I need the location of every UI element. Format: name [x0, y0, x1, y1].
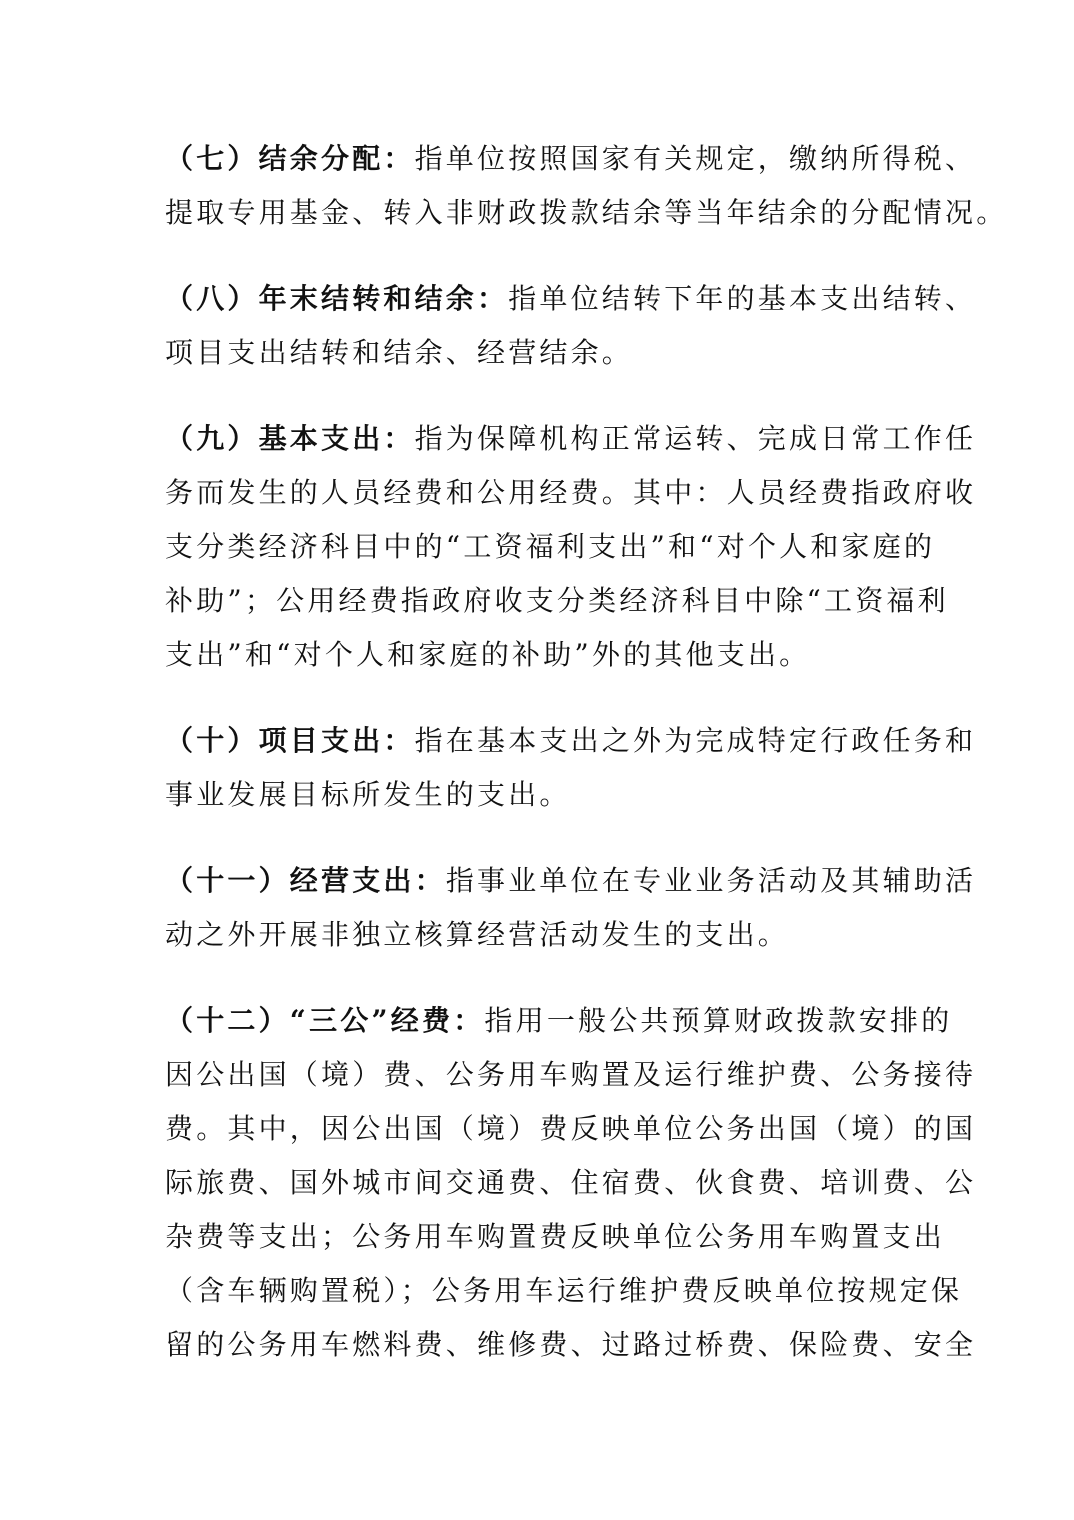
definition-text: 指单位按照国家有关规定，缴纳所得税、: [414, 142, 977, 175]
text-line: 提取专用基金、转入非财政拨款结余等当年结余的分配情况。: [165, 196, 1008, 229]
term-heading: （九）基本支出：: [165, 422, 415, 455]
definition-text: 指事业单位在专业业务活动及其辅助活: [445, 864, 977, 897]
paragraph-10: [165, 714, 977, 822]
definition-text: 指在基本支出之外为完成特定行政任务和: [414, 724, 977, 757]
text-line: 际旅费、国外城市间交通费、住宿费、伙食费、培训费、公: [165, 1166, 977, 1199]
paragraph-12: [165, 994, 977, 1372]
text-line: 事业发展目标所发生的支出。: [165, 778, 571, 811]
paragraph-8: [165, 272, 977, 380]
text-line: 因公出国（境）费、公务用车购置及运行维护费、公务接待: [165, 1058, 977, 1091]
text-line: 杂费等支出；公务用车购置费反映单位公务用车购置支出: [165, 1220, 946, 1253]
text-line: 费。其中，因公出国（境）费反映单位公务出国（境）的国: [165, 1112, 977, 1145]
text-line: 项目支出结转和结余、经营结余。: [165, 336, 634, 369]
text-line: 支分类经济科目中的“工资福利支出”和“对个人和家庭的: [165, 530, 936, 563]
term-heading: （七）结余分配：: [165, 142, 415, 175]
text-line: 务而发生的人员经费和公用经费。其中：人员经费指政府收: [165, 476, 977, 509]
paragraph-first-line: [165, 412, 977, 466]
paragraph-first-line: [165, 272, 977, 326]
paragraph-first-line: [165, 714, 977, 768]
paragraph-first-line: [165, 132, 977, 186]
term-heading: （十）项目支出：: [165, 724, 415, 757]
definition-text: 指用一般公共预算财政拨款安排的: [484, 1004, 953, 1037]
text-line: 补助”；公用经费指政府收支分类经济科目中除“工资福利: [165, 584, 949, 617]
paragraph-11: [165, 854, 977, 962]
paragraph-first-line: [165, 854, 977, 908]
text-line: （含车辆购置税）；公务用车运行维护费反映单位按规定保: [165, 1274, 963, 1307]
paragraph-7: [165, 132, 1008, 240]
term-heading: （八）年末结转和结余：: [165, 282, 509, 315]
term-heading: （十二）“三公”经费：: [165, 1004, 485, 1037]
paragraph-first-line: [165, 994, 953, 1048]
text-line: 动之外开展非独立核算经营活动发生的支出。: [165, 918, 790, 951]
text-line: 留的公务用车燃料费、维修费、过路过桥费、保险费、安全: [165, 1328, 977, 1361]
text-line: 支出”和“对个人和家庭的补助”外的其他支出。: [165, 638, 811, 671]
definition-text: 指为保障机构正常运转、完成日常工作任: [414, 422, 977, 455]
term-heading: （十一）经营支出：: [165, 864, 446, 897]
document-body: [165, 132, 1008, 1404]
paragraph-9: [165, 412, 977, 682]
definition-text: 指单位结转下年的基本支出结转、: [508, 282, 977, 315]
